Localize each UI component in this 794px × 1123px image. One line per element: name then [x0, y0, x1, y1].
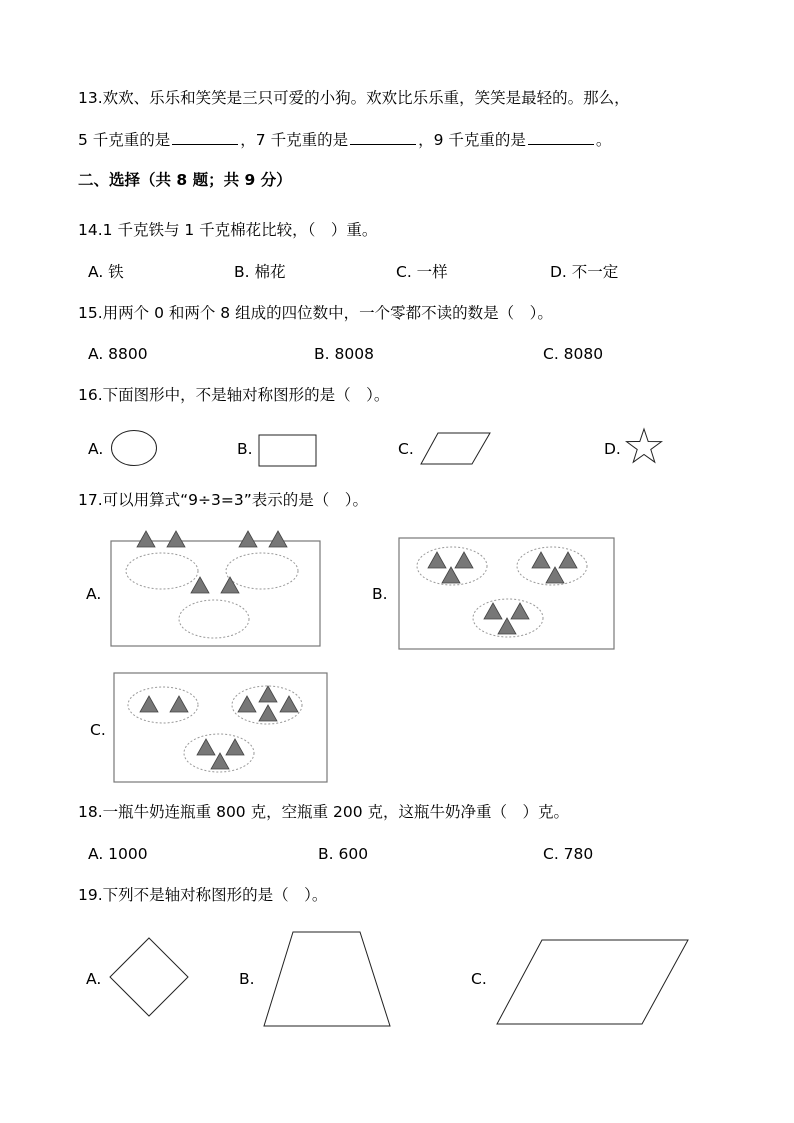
q16-option-d[interactable]: D. — [604, 440, 621, 458]
q13-blank-5kg[interactable] — [172, 130, 238, 145]
q17-option-a[interactable]: A. — [86, 585, 102, 603]
q18-stem: 18.一瓶牛奶连瓶重 800 克，空瓶重 200 克，这瓶牛奶净重（ ）克。 — [78, 803, 570, 821]
q17-figure-c — [113, 672, 329, 784]
q15-option-b[interactable]: B. 8008 — [314, 345, 374, 363]
q13-text-a: 5 千克重的是 — [78, 131, 171, 149]
q13-line2 — [78, 130, 611, 150]
q19-option-a[interactable]: A. — [86, 970, 102, 988]
q18-option-a[interactable]: A. 1000 — [88, 845, 148, 863]
q16-option-a[interactable]: A. — [88, 440, 104, 458]
square-rotated-shape-icon — [108, 937, 190, 1019]
q13-blank-9kg[interactable] — [528, 130, 594, 145]
q17-stem: 17.可以用算式“9÷3=3”表示的是（ ）。 — [78, 491, 369, 509]
q13-line1: 13.欢欢、乐乐和笑笑是三只可爱的小狗。欢欢比乐乐重，笑笑是最轻的。那么， — [78, 89, 630, 107]
parallelogram-shape-icon — [420, 432, 492, 466]
q16-stem: 16.下面图形中，不是轴对称图形的是（ ）。 — [78, 386, 390, 404]
q14-option-a[interactable]: A. 铁 — [88, 263, 124, 281]
q17-figure-a — [110, 540, 322, 648]
q18-option-c[interactable]: C. 780 — [543, 845, 594, 863]
parallelogram-shape-icon-q19 — [496, 938, 690, 1028]
q14-stem: 14.1 千克铁与 1 千克棉花比较，（ ）重。 — [78, 221, 378, 239]
q18-option-b[interactable]: B. 600 — [318, 845, 369, 863]
q19-stem: 19.下列不是轴对称图形的是（ ）。 — [78, 886, 328, 904]
rectangle-shape-icon — [258, 434, 318, 468]
q14-option-c[interactable]: C. 一样 — [396, 263, 448, 281]
q17-option-b[interactable]: B. — [372, 585, 388, 603]
q15-stem: 15.用两个 0 和两个 8 组成的四位数中，一个零都不读的数是（ ）。 — [78, 304, 553, 322]
q13-text-c: ，9 千克重的是 — [418, 131, 526, 149]
q13-text-d: 。 — [595, 131, 612, 149]
section-heading: 二、选择（共 8 题；共 9 分） — [78, 171, 292, 189]
q15-option-c[interactable]: C. 8080 — [543, 345, 604, 363]
trapezoid-shape-icon — [262, 930, 392, 1028]
q17-figure-b — [398, 537, 616, 651]
q16-option-b[interactable]: B. — [237, 440, 253, 458]
q13-text-b: ，7 千克重的是 — [240, 131, 349, 149]
q14-option-b[interactable]: B. 棉花 — [234, 263, 286, 281]
q15-option-a[interactable]: A. 8800 — [88, 345, 148, 363]
ellipse-shape-icon — [110, 429, 158, 467]
q19-option-b[interactable]: B. — [239, 970, 255, 988]
star-shape-icon — [624, 427, 664, 467]
q16-option-c[interactable]: C. — [398, 440, 414, 458]
q19-option-c[interactable]: C. — [471, 970, 487, 988]
q17-option-c[interactable]: C. — [90, 721, 106, 739]
q14-option-d[interactable]: D. 不一定 — [550, 263, 619, 281]
q13-blank-7kg[interactable] — [350, 130, 416, 145]
